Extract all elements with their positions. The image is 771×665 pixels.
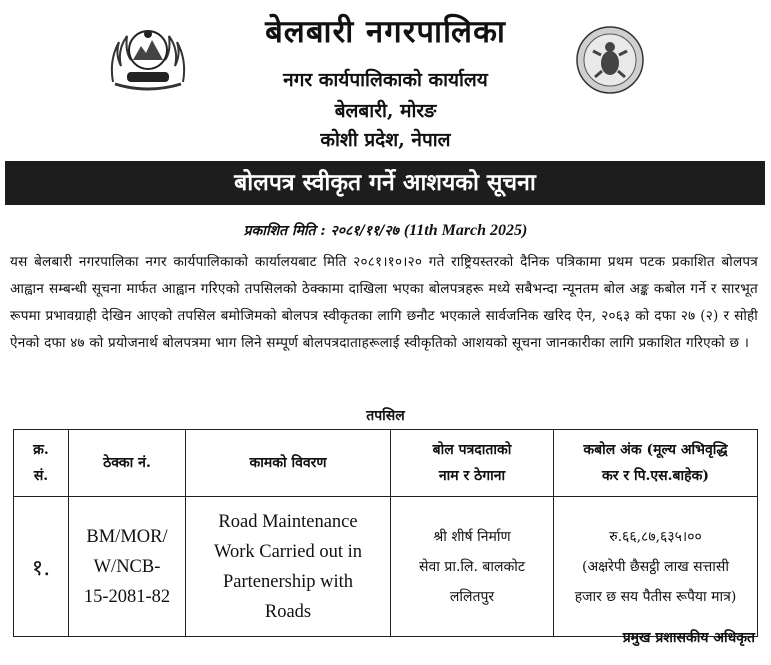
row-work: Road Maintenance Work Carried out in Partenership with Roads	[186, 497, 391, 637]
contract-table	[13, 429, 758, 637]
row-amount: रु.६६,८७,६३५।०० (अक्षरेपी छैसट्ठी लाख सत्तासी हजार छ सय पैतीस रूपैया मात्र)	[554, 497, 758, 637]
notice-title: बोलपत्र स्वीकृत गर्ने आशयको सूचना	[234, 169, 536, 196]
province-country: कोशी प्रदेश, नेपाल	[320, 129, 451, 151]
notice-body: यस बेलबारी नगरपालिका नगर कार्यपालिकाको कार्यालयबाट मिति २०८१।१०।२० गते राष्ट्रियस्तरको दैनिक पत्रिकामा प्रथम पटक प्रकाशित बोलपत्र आह्वान सम्बन्धी सूचना मार्फत आह्वान गरिएको तपसिलको ठेक्कामा दाखिला भएका बोलपत्रहरू मध्ये सबैभन्दा न्यूनतम बोल अङ्क कबोल गर्ने र सारभूत रूपमा प्रभावग्राही देखिन आएको तपसिल बमोजिमको बोलपत्र स्वीकृतका लागि छनौट भएकाले सार्वजनिक खरिद ऐन, २०६३ को दफा २७ (२) र सोही ऐनको दफा ४७ को प्रयोजनार्थ बोलपत्रमा भाग लिने सम्पूर्ण बोलपत्रदाताहरूलाई स्वीकृतिको आशयको सूचना जानकारीका लागि प्रकाशित गरिएको छ ।	[10, 254, 758, 351]
header-bidder: बोल पत्रदाताको नाम र ठेगाना	[391, 430, 554, 497]
published-date-en: (11th March 2025)	[403, 222, 528, 239]
office-name: नगर कार्यपालिकाको कार्यालय	[283, 69, 488, 91]
header-contract-no: ठेक्का नं.	[69, 430, 186, 497]
row-bidder: श्री शीर्ष निर्माण सेवा प्रा.लि. बालकोट ललितपुर	[391, 497, 554, 637]
published-date	[0, 221, 771, 240]
municipality-name: बेलबारी नगरपालिका	[265, 14, 506, 50]
header-work: कामको विवरण	[186, 430, 391, 497]
published-date-np: २०८१/११/२७	[330, 223, 399, 239]
row-contract-no: BM/MOR/ W/NCB- 15-2081-82	[69, 497, 186, 637]
office-address: बेलबारी, मोरङ	[334, 100, 437, 122]
table-caption: तपसिल	[366, 408, 405, 424]
published-label: प्रकाशित मिति :	[243, 223, 326, 239]
notice-title-banner	[5, 161, 765, 205]
table-header-row	[14, 430, 758, 497]
header-amount: कबोल अंक (मूल्य अभिवृद्धि कर र पि.एस.बाहेक)	[554, 430, 758, 497]
table-row	[14, 497, 758, 637]
header-sn: क्र. सं.	[14, 430, 69, 497]
row-sn: १.	[14, 497, 69, 637]
signoff: प्रमुख प्रशासकीय अधिकृत	[622, 630, 755, 646]
